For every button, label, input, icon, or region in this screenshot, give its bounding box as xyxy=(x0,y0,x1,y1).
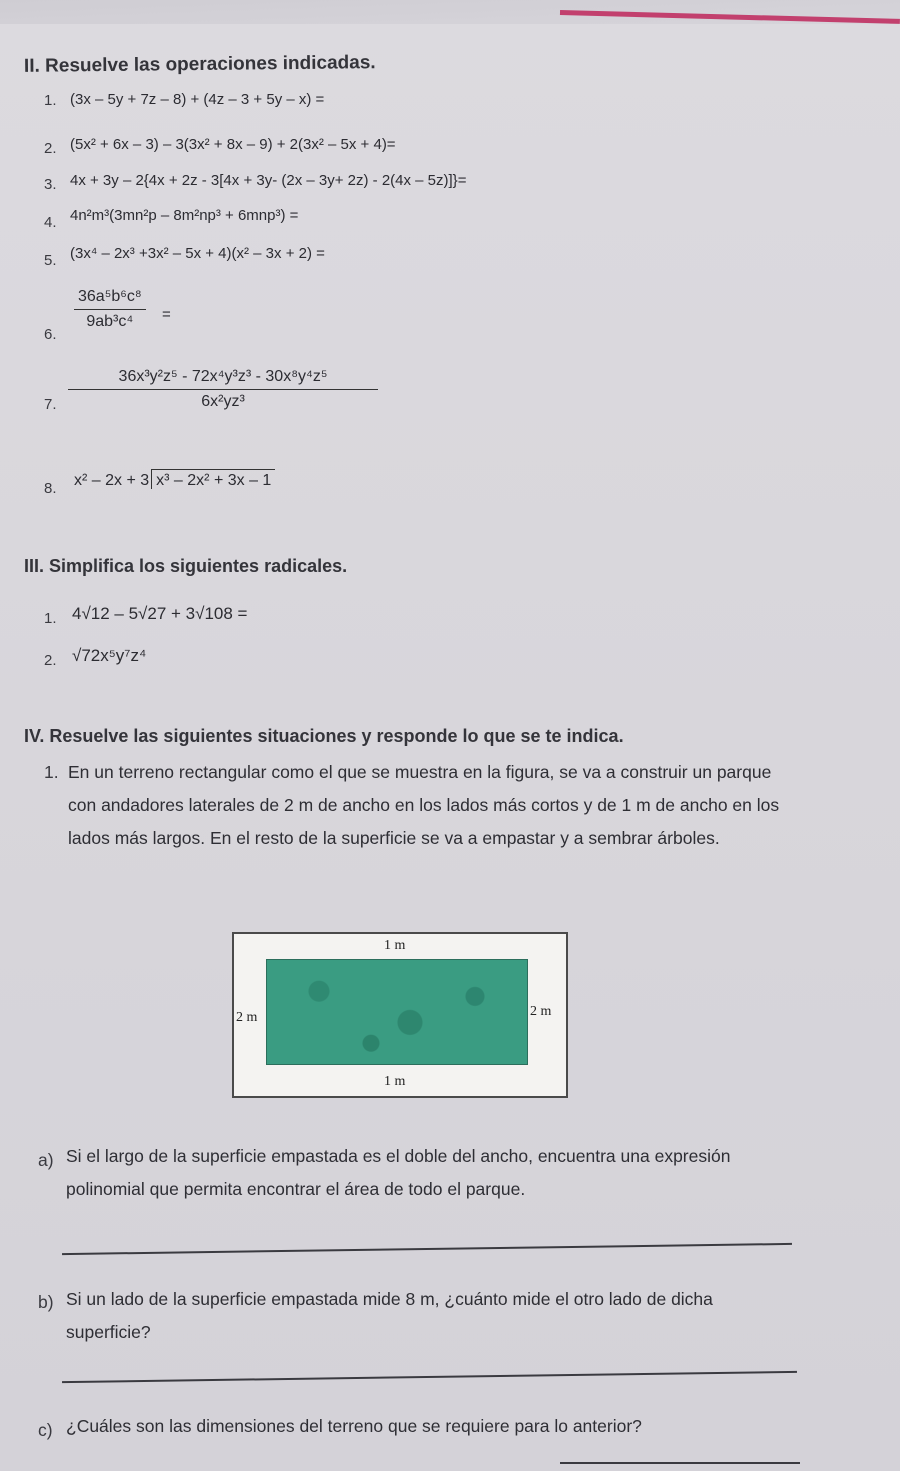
walkway-bottom-label: 1 m xyxy=(384,1074,406,1089)
equals-sign: = xyxy=(162,306,171,323)
operation-2: (5x² + 6x – 3) – 3(3x² + 8x – 9) + 2(3x² – 5x + 4)= xyxy=(70,136,396,153)
item-number: 7. xyxy=(44,396,57,413)
radical-1: 4√12 – 5√27 + 3√108 = xyxy=(72,604,248,623)
answer-line-c[interactable] xyxy=(560,1462,800,1464)
radical-2: √72x⁵y⁷z⁴ xyxy=(72,646,147,665)
long-division-8 xyxy=(74,472,275,490)
operation-1: (3x – 5y + 7z – 8) + (4z – 3 + 5y – x) = xyxy=(70,91,325,108)
question-label: c) xyxy=(38,1420,53,1440)
problem-statement: En un terreno rectangular como el que se muestra en la figura, se va a construir un parque con andadores laterales de 2 m de ancho en los lados más cortos y de 1 m de ancho en los lados más largos. En el resto de la superficie se va a empastar y a sembrar árboles. xyxy=(68,762,780,848)
walkway-right-label: 2 m xyxy=(530,1004,552,1019)
answer-line-b[interactable] xyxy=(62,1371,797,1383)
question-label: b) xyxy=(38,1292,54,1312)
item-number: 3. xyxy=(44,176,57,193)
question-b: Si un lado de la superficie empastada mide 8 m, ¿cuánto mide el otro lado de dicha superficie? xyxy=(66,1289,713,1342)
question-c: ¿Cuáles son las dimensiones del terreno que se requiere para lo anterior? xyxy=(66,1416,642,1436)
park-figure xyxy=(232,932,568,1098)
question-a: Si el largo de la superficie empastada es el doble del ancho, encuentra una expresión polinomial que permita encontrar el área de todo el parque. xyxy=(66,1146,731,1199)
section-2-title: II. Resuelve las operaciones indicadas. xyxy=(23,52,376,77)
section-4-title: IV. Resuelve las siguientes situaciones y responde lo que se te indica. xyxy=(24,726,624,746)
walkway-left-label: 2 m xyxy=(236,1010,258,1025)
fraction-7-denominator: 6x²yz³ xyxy=(201,393,245,410)
operation-4: 4n²m³(3mn²p – 8m²np³ + 6mnp³) = xyxy=(70,207,299,224)
fraction-6 xyxy=(74,288,146,331)
question-label: a) xyxy=(38,1150,54,1170)
item-number: 6. xyxy=(44,326,57,343)
answer-line-a[interactable] xyxy=(62,1243,792,1255)
item-number: 2. xyxy=(44,652,57,669)
item-number: 1. xyxy=(44,610,57,627)
operation-5: (3x⁴ – 2x³ +3x² – 5x + 4)(x² – 3x + 2) = xyxy=(70,245,325,262)
item-number: 1. xyxy=(44,92,57,109)
dividend: x³ – 2x² + 3x – 1 xyxy=(151,469,275,489)
problem-number: 1. xyxy=(44,762,59,782)
divisor: x² – 2x + 3 xyxy=(74,472,150,489)
item-number: 4. xyxy=(44,214,57,231)
fraction-7-numerator: 36x³y²z⁵ - 72x⁴y³z³ - 30x⁸y⁴z⁵ xyxy=(68,368,378,390)
operation-3: 4x + 3y – 2{4x + 2z - 3[4x + 3y- (2x – 3y+ 2z) - 2(4x – 5z)]}= xyxy=(70,172,467,189)
fraction-7 xyxy=(68,368,378,411)
fraction-6-numerator: 36a⁵b⁶c⁸ xyxy=(74,288,146,310)
walkway-top-label: 1 m xyxy=(384,938,406,953)
fraction-6-denominator: 9ab³c⁴ xyxy=(86,313,134,330)
item-number: 2. xyxy=(44,140,57,157)
grass-area xyxy=(266,959,528,1065)
item-number: 5. xyxy=(44,252,57,269)
section-3-title: III. Simplifica los siguientes radicales. xyxy=(24,556,348,576)
item-number: 8. xyxy=(44,480,57,497)
